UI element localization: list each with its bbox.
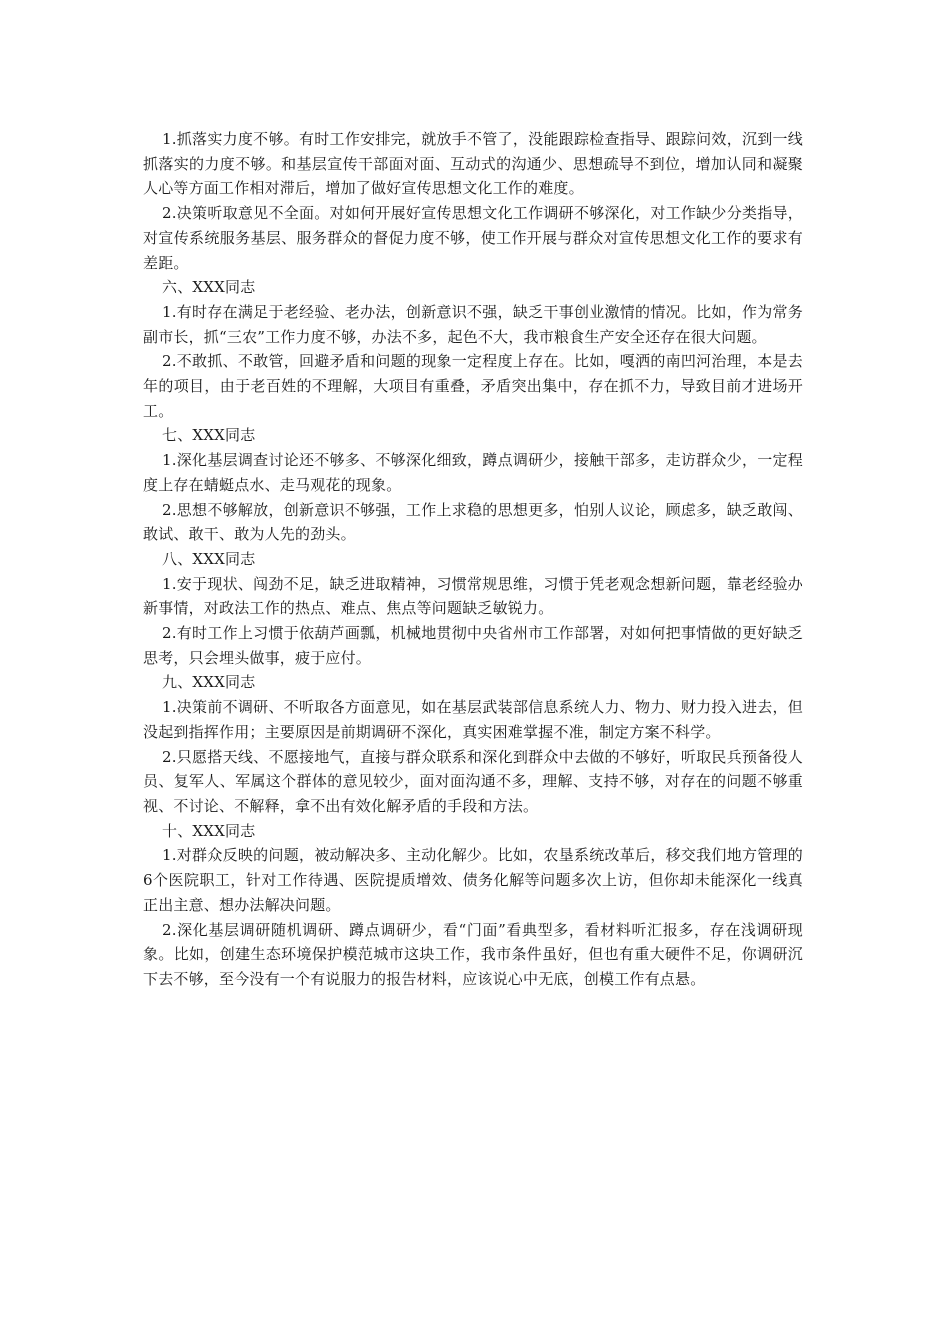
paragraph-item: 2.只愿搭天线、不愿接地气，直接与群众联系和深化到群众中去做的不够好，听取民兵预备役人员、复军人、军属这个群体的意见较少，面对面沟通不多，理解、支持不够，对存在的问题不够重视、不讨论、不解释，拿不出有效化解矛盾的手段和方法。: [143, 747, 803, 815]
paragraph-item: 1.对群众反映的问题，被动解决多、主动化解少。比如，农垦系统改革后，移交我们地方管理的6个医院职工，针对工作待遇、医院提质增效、债务化解等问题多次上访，但你却未能深化一线真正出主意、想办法解决问题。: [143, 846, 803, 914]
paragraph-item: 1.深化基层调查讨论还不够多、不够深化细致，蹲点调研少，接触干部多，走访群众少，一定程度上存在蜻蜓点水、走马观花的现象。: [143, 451, 803, 494]
paragraph-item: 2.深化基层调研随机调研、蹲点调研少，看“门面”看典型多，看材料听汇报多，存在浅调研现象。比如，创建生态环境保护模范城市这块工作，我市条件虽好，但也有重大硬件不足，你调研沉下去不够，至今没有一个有说服力的报告材料，应该说心中无底，创模工作有点悬。: [143, 920, 803, 988]
section-heading: 九、XXX同志: [162, 673, 256, 692]
paragraph-item: 1.安于现状、闯劲不足，缺乏进取精神，习惯常规思维，习惯于凭老观念想新问题，靠老经验办新事情，对政法工作的热点、难点、焦点等问题缺乏敏锐力。: [143, 574, 803, 618]
paragraph-item: 1.有时存在满足于老经验、老办法，创新意识不强，缺乏干事创业激情的情况。比如，作为常务副市长，抓“三农”工作力度不够，办法不多，起色不大，我市粮食生产安全还存在很大问题。: [143, 302, 803, 346]
paragraph-item: 1.抓落实力度不够。有时工作安排完，就放手不管了，没能跟踪检查指导、跟踪问效，沉到一线抓落实的力度不够。和基层宣传干部面对面、互动式的沟通少、思想疏导不到位，增加认同和凝聚人心等方面工作相对滞后，增加了做好宣传思想文化工作的难度。: [143, 130, 803, 198]
document-body: [143, 127, 803, 992]
paragraph-item: 2.思想不够解放，创新意识不够强，工作上求稳的思想更多，怕别人议论，顾虑多，缺乏敢闯、敢试、敢干、敢为人先的劲头。: [143, 500, 803, 544]
section-heading: 六、XXX同志: [162, 278, 256, 297]
section-heading: 七、XXX同志: [162, 426, 256, 445]
paragraph-item: 2.决策听取意见不全面。对如何开展好宣传思想文化工作调研不够深化，对工作缺少分类指导，对宣传系统服务基层、服务群众的督促力度不够，使工作开展与群众对宣传思想文化工作的要求有差距。: [143, 204, 803, 272]
paragraph-item: 1.决策前不调研、不听取各方面意见，如在基层武装部信息系统人力、物力、财力投入进去，但没起到指挥作用；主要原因是前期调研不深化，真实困难掌握不准，制定方案不科学。: [143, 698, 803, 741]
section-heading: 十、XXX同志: [162, 821, 256, 840]
section-heading: 八、XXX同志: [162, 549, 256, 568]
paragraph-item: 2.有时工作上习惯于依葫芦画瓢，机械地贯彻中央省州市工作部署，对如何把事情做的更好缺乏思考，只会埋头做事，疲于应付。: [143, 624, 803, 667]
paragraph-item: 2.不敢抓、不敢管，回避矛盾和问题的现象一定程度上存在。比如，嘎洒的南凹河治理，本是去年的项目，由于老百姓的不理解，大项目有重叠，矛盾突出集中，存在抓不力，导致目前才进场开工。: [143, 352, 803, 420]
